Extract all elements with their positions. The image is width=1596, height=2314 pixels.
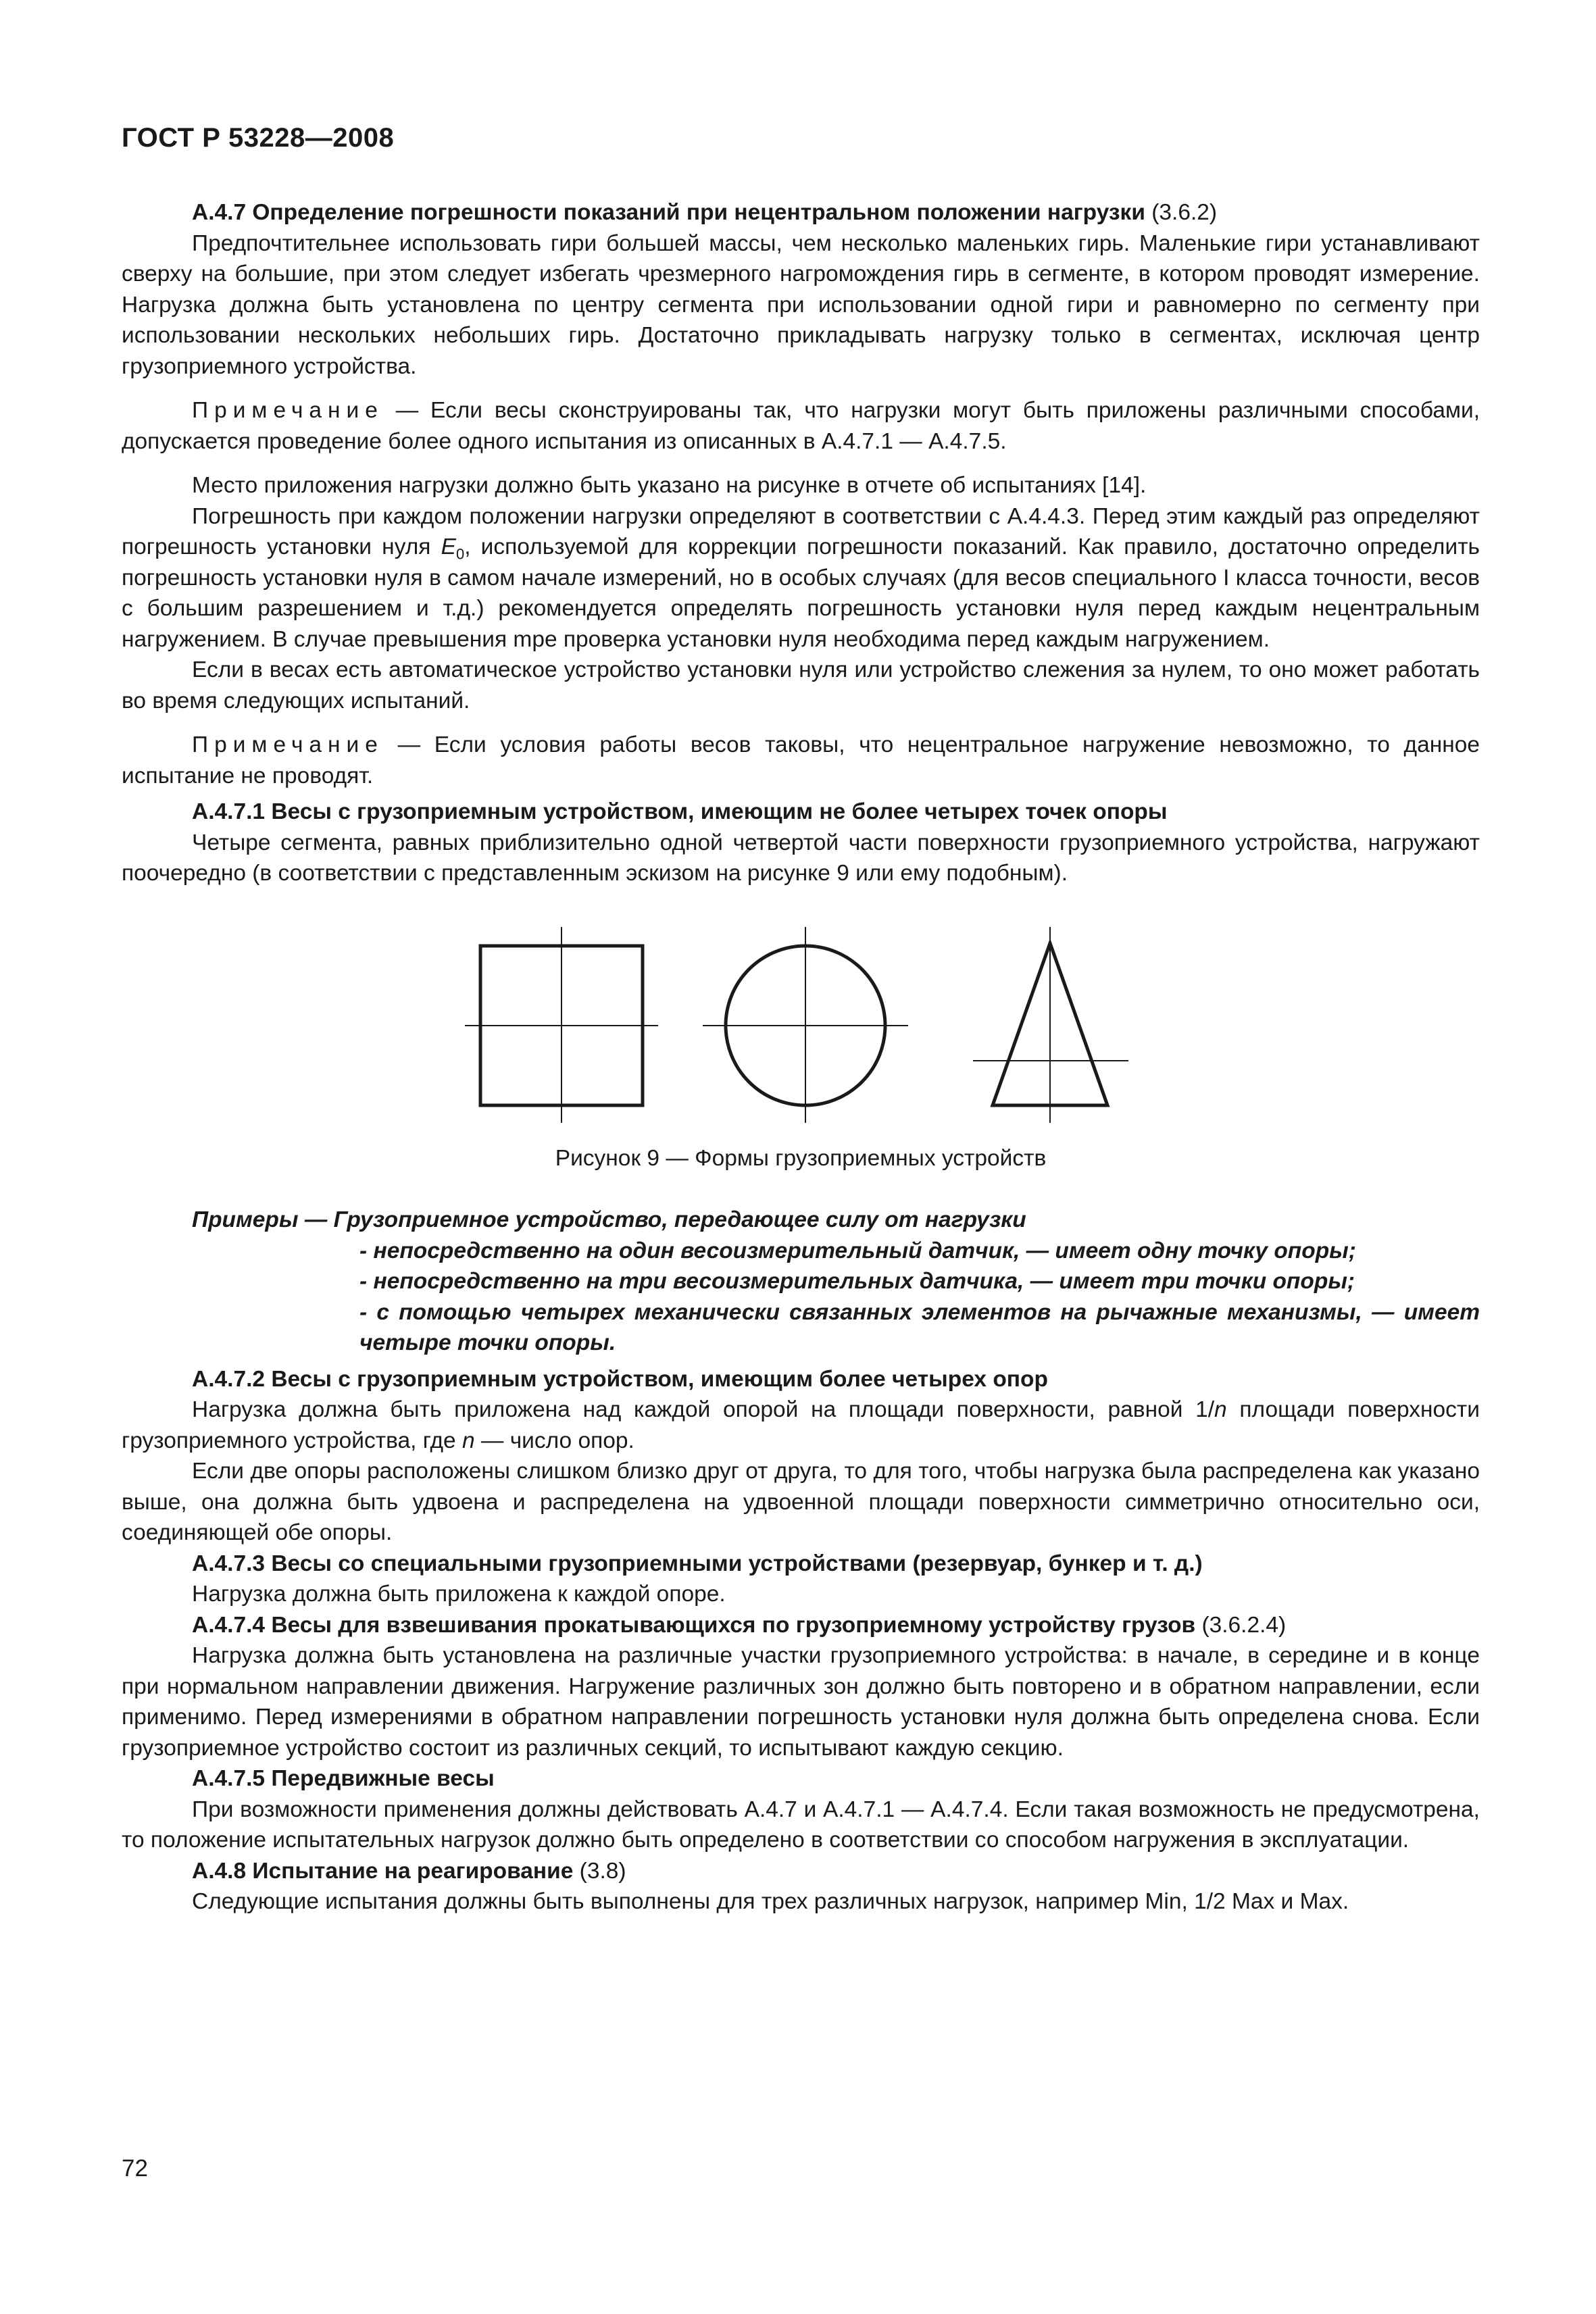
standard-id: ГОСТ Р 53228—2008: [122, 123, 395, 153]
paragraph: При возможности применения должны действовать А.4.7 и А.4.7.1 — А.4.7.4. Если такая возможность не предусмотрена, то положение испытательных нагрузок должно быть определено в соответствии со способом нагружения в эксплуатации.: [122, 1796, 1480, 1853]
page-number: 72: [122, 2155, 148, 2182]
note: Примечание — Если условия работы весов таковы, что нецентральное нагружение невозможно, то данное испытание не проводят.: [122, 732, 1480, 788]
triangle-platform-shape: [973, 927, 1128, 1123]
paragraph: Если в весах есть автоматическое устройство установки нуля или устройство слежения за нулем, то оно может работать во время следующих испытаний.: [122, 657, 1480, 713]
paragraph: Если две опоры расположены слишком близко друг от друга, то для того, чтобы нагрузка была распределена как указано выше, она должна быть удвоена и распределена на удвоенной площади поверхности симметрично относительно оси, соединяющей обе опоры.: [122, 1459, 1480, 1545]
note: Примечание — Если весы сконструированы так, что нагрузки могут быть приложены различными способами, допускается проведение более одного испытания из описанных в А.4.7.1 — А.4.7.5.: [122, 398, 1480, 454]
paragraph: Нагрузка должна быть установлена на различные участки грузоприемного устройства: в начале, в середине и в конце при нормальном направлении движения. Нагружение различных зон должно быть повторено и в обратном направлении, если применимо. Перед измерениями в обратном направлении погрешность установки нуля должна быть определена снова. Если грузоприемное устройство состоит из различных секций, то испытывают каждую секцию.: [122, 1643, 1480, 1761]
section-heading-a473: А.4.7.3 Весы со специальными грузоприемными устройствами (резервуар, бункер и т. д.): [192, 1551, 1203, 1576]
section-heading-a475: А.4.7.5 Передвижные весы: [192, 1766, 495, 1791]
examples-heading: Примеры — Грузоприемное устройство, передающее силу от нагрузки: [192, 1207, 1026, 1232]
section-heading-a48: А.4.8 Испытание на реагирование (3.8): [192, 1858, 626, 1884]
page-content: [122, 197, 1480, 1917]
zero-error-symbol: E: [441, 534, 456, 559]
paragraph: Нагрузка должна быть приложена к каждой опоре.: [192, 1582, 726, 1607]
section-heading-a474: А.4.7.4 Весы для взвешивания прокатывающихся по грузоприемному устройству грузов (3.6.2.4): [192, 1612, 1287, 1638]
square-platform-shape: [465, 927, 658, 1123]
example-item: - непосредственно на три весоизмерительных датчика, — имеет три точки опоры;: [359, 1269, 1355, 1294]
figure-9-drawing: [122, 927, 1480, 1123]
section-heading-a471: А.4.7.1 Весы с грузоприемным устройством, имеющим не более четырех точек опоры: [192, 799, 1168, 824]
section-heading-a472: А.4.7.2 Весы с грузоприемным устройством, имеющим более четырех опор: [192, 1366, 1048, 1392]
examples-block: [122, 1205, 1480, 1359]
paragraph: Следующие испытания должны быть выполнены для трех различных нагрузок, например Min, 1/2 Max и Max.: [192, 1889, 1349, 1914]
section-heading-a47: А.4.7 Определение погрешности показаний при нецентральном положении нагрузки (3.6.2): [192, 200, 1218, 225]
figure-9: [122, 927, 1480, 1123]
paragraph: Погрешность при каждом положении нагрузки определяют в соответствии с А.4.4.3. Перед этим каждый раз определяют погрешность установки нуля $E_0$, используемой для коррекции погрешности показаний. Как правило, достаточно определить погрешность установки нуля в самом начале измерений, но в особых случаях (для весов специального I класса точности, весов с большим разрешением и т.д.) рекомендуется определять погрешность установки нуля перед каждым нецентральным нагружением. В случае превышения mpe проверка установки нуля необходима перед каждым нагружением.: [122, 503, 1480, 652]
paragraph: Место приложения нагрузки должно быть указано на рисунке в отчете об испытаниях [14].: [192, 473, 1147, 498]
example-item: - непосредственно на один весоизмерительный датчик, — имеет одну точку опоры;: [359, 1238, 1356, 1263]
circle-platform-shape: [703, 927, 908, 1123]
paragraph: Предпочтительнее использовать гири большей массы, чем несколько маленьких гирь. Маленькие гири устанавливают сверху на большие, при этом следует избегать чрезмерного нагромождения гирь в сегменте, в котором проводят измерение. Нагрузка должна быть установлена по центру сегмента при использовании одной гири и равномерно по сегменту при использовании нескольких небольших гирь. Достаточно прикладывать нагрузку только в сегментах, исключая центр грузоприемного устройства.: [122, 230, 1480, 379]
paragraph: Нагрузка должна быть приложена над каждой опорой на площади поверхности, равной 1/n площади поверхности грузоприемного устройства, где n — число опор.: [122, 1397, 1480, 1453]
example-item: - с помощью четырех механически связанных элементов на рычажные механизмы, — имеет четыре точки опоры.: [359, 1299, 1480, 1355]
paragraph: Четыре сегмента, равных приблизительно одной четвертой части поверхности грузоприемного устройства, нагружают поочередно (в соответствии с представленным эскизом на рисунке 9 или ему подобным).: [122, 830, 1480, 886]
figure-caption: Рисунок 9 — Формы грузоприемных устройств: [555, 1145, 1047, 1171]
note-label: Примечание: [192, 398, 384, 423]
note-label: Примечание: [192, 732, 384, 757]
